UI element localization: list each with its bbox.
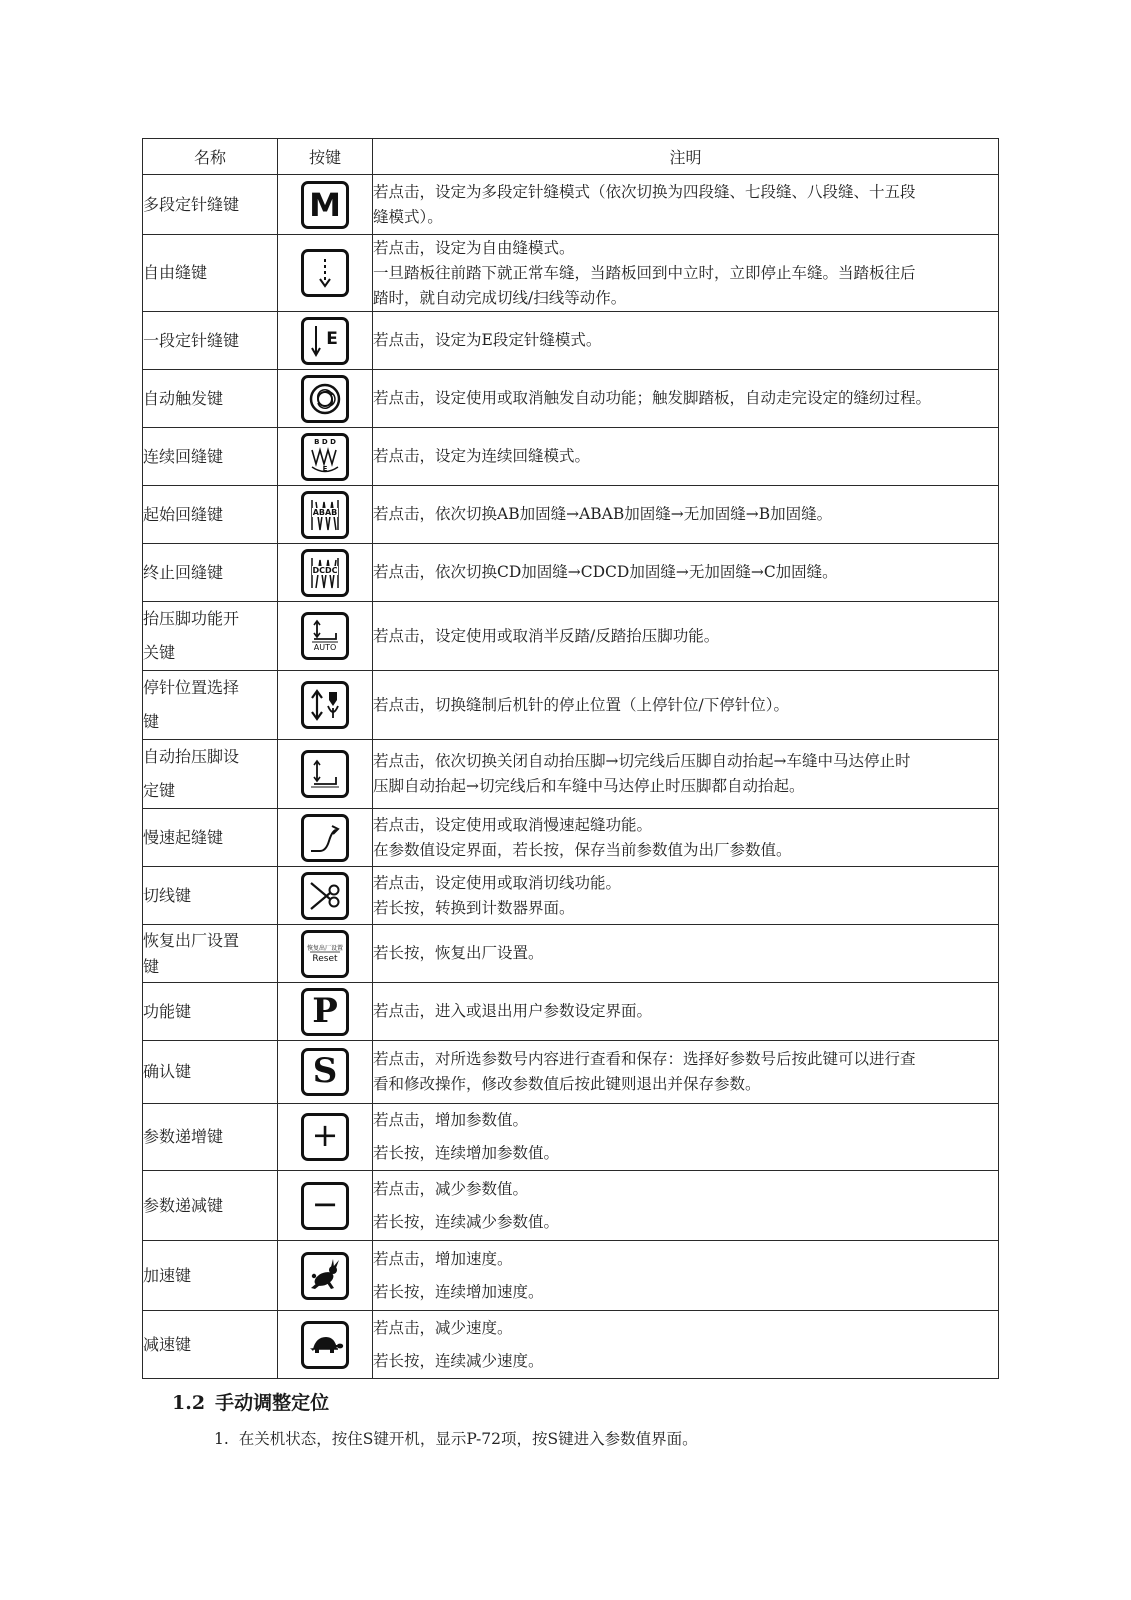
end-backtack-cdcd-icon: DCDC (301, 549, 349, 597)
table-row (143, 809, 999, 867)
key-name: 功能键 (143, 983, 278, 1041)
key-name: 自动触发键 (143, 370, 278, 428)
key-name: 切线键 (143, 867, 278, 925)
start-backtack-abab-icon: ABAB (301, 491, 349, 539)
key-name: 慢速起缝键 (143, 809, 278, 867)
key-name: 停针位置选择 键 (143, 671, 278, 740)
header-key: 按键 (278, 139, 373, 175)
table-header-row (143, 139, 999, 175)
key-note: 若点击，进入或退出用户参数设定界面。 (373, 983, 999, 1041)
plus-icon: + (301, 1113, 349, 1161)
table-row (143, 1171, 999, 1241)
key-name: 起始回缝键 (143, 486, 278, 544)
key-function-table (142, 138, 999, 1379)
table-row (143, 925, 999, 983)
factory-reset-icon: 恢复出厂设置 Reset (301, 930, 349, 978)
table-row (143, 1041, 999, 1104)
p-letter-icon: P (301, 988, 349, 1036)
slow-start-curve-icon (301, 814, 349, 862)
key-note: 若长按，恢复出厂设置。 (373, 925, 999, 983)
header-note: 注明 (373, 139, 999, 175)
header-name: 名称 (143, 139, 278, 175)
turtle-icon (301, 1321, 349, 1369)
auto-trigger-swirl-icon (301, 375, 349, 423)
section-title: 手动调整定位 (215, 1392, 330, 1414)
s-letter-icon: S (301, 1048, 349, 1096)
key-name: 自动抬压脚设 定键 (143, 740, 278, 809)
key-name: 自由缝键 (143, 235, 278, 312)
step-number: 1. (214, 1430, 229, 1448)
key-note: 若点击，减少参数值。 若长按，连续减少参数值。 (373, 1171, 999, 1241)
dashed-down-arrow-icon (301, 249, 349, 297)
section-heading (172, 1388, 339, 1415)
key-note: 若点击，增加参数值。 若长按，连续增加参数值。 (373, 1104, 999, 1171)
key-name: 参数递增键 (143, 1104, 278, 1171)
key-name: 参数递减键 (143, 1171, 278, 1241)
key-note: 若点击，设定为多段定针缝模式（依次切换为四段缝、七段缝、八段缝、十五段 缝模式）。 (373, 175, 999, 235)
scissors-icon (301, 872, 349, 920)
key-note: 若点击，设定使用或取消半反踏/反踏抬压脚功能。 (373, 602, 999, 671)
key-note: 若点击，依次切换关闭自动抬压脚→切完线后压脚自动抬起→车缝中马达停止时 压脚自动抬起→切完线后和车缝中马达停止时压脚都自动抬起。 (373, 740, 999, 809)
continuous-backtack-icon: B D D E (301, 433, 349, 481)
auto-presser-foot-lift-icon (301, 750, 349, 798)
key-note: 若点击，减少速度。 若长按，连续减少速度。 (373, 1311, 999, 1379)
table-row (143, 175, 999, 235)
table-row (143, 312, 999, 370)
table-row (143, 602, 999, 671)
table-row (143, 867, 999, 925)
presser-foot-auto-icon: AUTO (301, 612, 349, 660)
e-down-arrow-icon: E (301, 317, 349, 365)
key-name: 多段定针缝键 (143, 175, 278, 235)
key-note: 若点击，设定使用或取消切线功能。 若长按，转换到计数器界面。 (373, 867, 999, 925)
key-note: 若点击，依次切换AB加固缝→ABAB加固缝→无加固缝→B加固缝。 (373, 486, 999, 544)
table-row (143, 671, 999, 740)
key-note: 若点击，对所选参数号内容进行查看和保存：选择好参数号后按此键可以进行查 看和修改操作，修改参数值后按此键则退出并保存参数。 (373, 1041, 999, 1104)
table-row (143, 486, 999, 544)
key-note: 若点击，设定为E段定针缝模式。 (373, 312, 999, 370)
key-name: 抬压脚功能开 关键 (143, 602, 278, 671)
table-row (143, 544, 999, 602)
key-name: 一段定针缝键 (143, 312, 278, 370)
rabbit-icon (301, 1252, 349, 1300)
key-name: 连续回缝键 (143, 428, 278, 486)
key-note: 若点击，设定使用或取消慢速起缝功能。 在参数值设定界面，若长按，保存当前参数值为出厂参数值。 (373, 809, 999, 867)
table-row (143, 983, 999, 1041)
key-note: 若点击，依次切换CD加固缝→CDCD加固缝→无加固缝→C加固缝。 (373, 544, 999, 602)
table-row (143, 235, 999, 312)
table-row (143, 1241, 999, 1311)
table-row (143, 740, 999, 809)
key-name: 恢复出厂设置 键 (143, 925, 278, 983)
key-name: 减速键 (143, 1311, 278, 1379)
step-item (214, 1427, 708, 1449)
minus-icon: − (301, 1182, 349, 1230)
table-row (143, 1311, 999, 1379)
key-note: 若点击，设定使用或取消触发自动功能；触发脚踏板，自动走完设定的缝纫过程。 (373, 370, 999, 428)
table-row (143, 428, 999, 486)
key-note: 若点击，增加速度。 若长按，连续增加速度。 (373, 1241, 999, 1311)
key-name: 确认键 (143, 1041, 278, 1104)
step-text: 在关机状态，按住S键开机，显示P-72项，按S键进入参数值界面。 (238, 1430, 698, 1448)
m-letter-icon: M (301, 181, 349, 229)
key-note: 若点击，设定为自由缝模式。 一旦踏板往前踏下就正常车缝，当踏板回到中立时，立即停止车缝。当踏板往后 踏时，就自动完成切线/扫线等动作。 (373, 235, 999, 312)
key-note: 若点击，设定为连续回缝模式。 (373, 428, 999, 486)
key-name: 终止回缝键 (143, 544, 278, 602)
needle-stop-position-icon (301, 681, 349, 729)
key-note: 若点击，切换缝制后机针的停止位置（上停针位/下停针位）。 (373, 671, 999, 740)
table-row (143, 1104, 999, 1171)
section-number: 1.2 (172, 1392, 206, 1414)
table-row (143, 370, 999, 428)
key-name: 加速键 (143, 1241, 278, 1311)
